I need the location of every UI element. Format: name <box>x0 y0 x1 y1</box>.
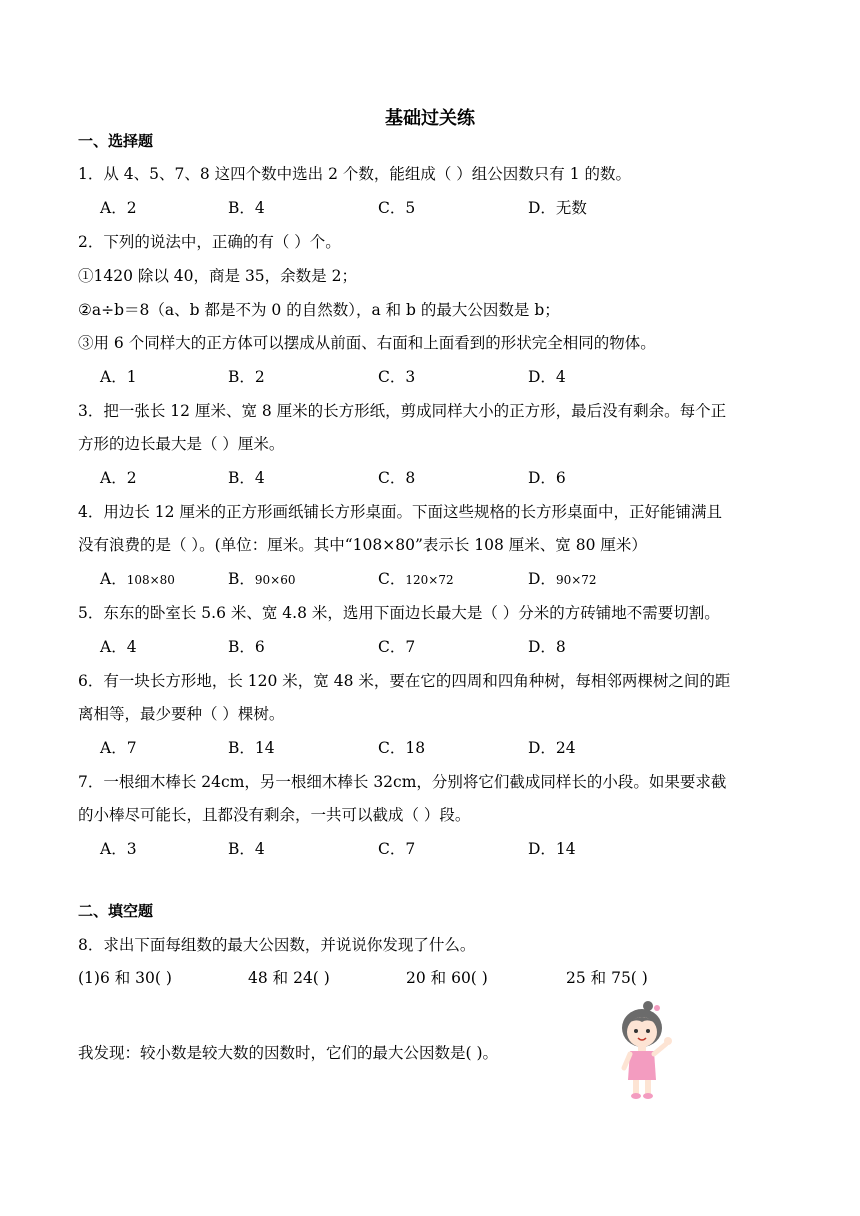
page-title: 基础过关练 <box>385 108 475 129</box>
section-heading-fill: 二、填空题 <box>78 902 154 920</box>
question-6-line-2: 离相等，最少要种（ ）棵树。 <box>78 705 285 723</box>
q4-option-c-letter: C． <box>378 570 406 588</box>
q8-group-2[interactable]: 48 和 24( ) <box>248 969 330 987</box>
question-2-statement-1: ①1420 除以 40，商是 35，余数是 2； <box>78 267 357 285</box>
q6-option-d[interactable]: D．24 <box>528 739 576 757</box>
q4-option-a-letter: A． <box>100 570 127 588</box>
question-3-line-1: 3．把一张长 12 厘米、宽 8 厘米的长方形纸，剪成同样大小的正方形，最后没有剩余。每个正 <box>78 402 727 420</box>
q4-option-a[interactable] <box>100 569 175 590</box>
q4-option-b-letter: B． <box>228 570 255 588</box>
q2-option-a[interactable]: A．1 <box>100 368 137 386</box>
q7-option-a[interactable]: A．3 <box>100 840 137 858</box>
question-2-text: 2．下列的说法中，正确的有（ ）个。 <box>78 233 341 251</box>
question-2-statement-2: ②a÷b＝8（a、b 都是不为 0 的自然数），a 和 b 的最大公因数是 b； <box>78 301 560 319</box>
section-heading-choice: 一、选择题 <box>78 132 154 150</box>
q3-option-d[interactable]: D．6 <box>528 469 566 487</box>
q4-option-c-value: 120×72 <box>405 573 454 587</box>
q4-option-b-value: 90×60 <box>254 573 296 587</box>
q8-group-3[interactable]: 20 和 60( ) <box>406 969 488 987</box>
q1-option-b[interactable]: B．4 <box>228 199 265 217</box>
q4-option-b[interactable] <box>228 569 295 590</box>
question-6-line-1: 6．有一块长方形地，长 120 米，宽 48 米，要在它的四周和四角种树，每相邻两棵树之间的距 <box>78 672 731 690</box>
q8-group-4[interactable]: 25 和 75( ) <box>566 969 648 987</box>
q5-option-c[interactable]: C．7 <box>378 638 416 656</box>
q6-option-a[interactable]: A．7 <box>100 739 137 757</box>
question-1-text: 1．从 4、5、7、8 这四个数中选出 2 个数，能组成（ ）组公因数只有 1 的数。 <box>78 165 632 183</box>
question-7-line-1: 7．一根细木棒长 24cm，另一根细木棒长 32cm，分别将它们截成同样长的小段。如果要求截 <box>78 773 727 791</box>
q5-option-a[interactable]: A．4 <box>100 638 137 656</box>
q4-option-a-value: 108×80 <box>126 573 175 587</box>
q7-option-d[interactable]: D．14 <box>528 840 576 858</box>
question-4-line-1: 4．用边长 12 厘米的正方形画纸铺长方形桌面。下面这些规格的长方形桌面中，正好能铺满且 <box>78 503 722 521</box>
q6-option-b[interactable]: B．14 <box>228 739 275 757</box>
q2-option-d[interactable]: D．4 <box>528 368 566 386</box>
q4-option-d-value: 90×72 <box>555 573 597 587</box>
q2-option-b[interactable]: B．2 <box>228 368 265 386</box>
question-3-line-2: 方形的边长最大是（ ）厘米。 <box>78 435 285 453</box>
question-4-line-2: 没有浪费的是（ ）。(单位：厘米。其中“108×80”表示长 108 厘米、宽 80 厘米） <box>78 536 647 554</box>
question-8-text: 8．求出下面每组数的最大公因数，并说说你发现了什么。 <box>78 936 476 954</box>
q7-option-c[interactable]: C．7 <box>378 840 416 858</box>
q5-option-b[interactable]: B．6 <box>228 638 265 656</box>
q1-option-d[interactable]: D．无数 <box>528 199 587 217</box>
q1-option-a[interactable]: A．2 <box>100 199 137 217</box>
question-2-statement-3: ③用 6 个同样大的正方体可以摆成从前面、右面和上面看到的形状完全相同的物体。 <box>78 334 656 352</box>
q8-group-1[interactable]: (1)6 和 30( ) <box>78 969 172 987</box>
q4-option-d-letter: D． <box>528 570 556 588</box>
question-5-text: 5．东东的卧室长 5.6 米、宽 4.8 米，选用下面边长最大是（ ）分米的方砖铺地不需要切割。 <box>78 604 720 622</box>
q5-option-d[interactable]: D．8 <box>528 638 566 656</box>
question-8-finding[interactable]: 我发现：较小数是较大数的因数时，它们的最大公因数是( )。 <box>78 1044 499 1062</box>
q4-option-c[interactable] <box>378 569 454 590</box>
cartoon-girl-illustration <box>608 1000 680 1100</box>
q3-option-a[interactable]: A．2 <box>100 469 137 487</box>
q4-option-d[interactable] <box>528 569 597 590</box>
question-7-line-2: 的小棒尽可能长，且都没有剩余，一共可以截成（ ）段。 <box>78 806 471 824</box>
q2-option-c[interactable]: C．3 <box>378 368 416 386</box>
q1-option-c[interactable]: C．5 <box>378 199 416 217</box>
q3-option-b[interactable]: B．4 <box>228 469 265 487</box>
q7-option-b[interactable]: B．4 <box>228 840 265 858</box>
q6-option-c[interactable]: C．18 <box>378 739 426 757</box>
q3-option-c[interactable]: C．8 <box>378 469 416 487</box>
